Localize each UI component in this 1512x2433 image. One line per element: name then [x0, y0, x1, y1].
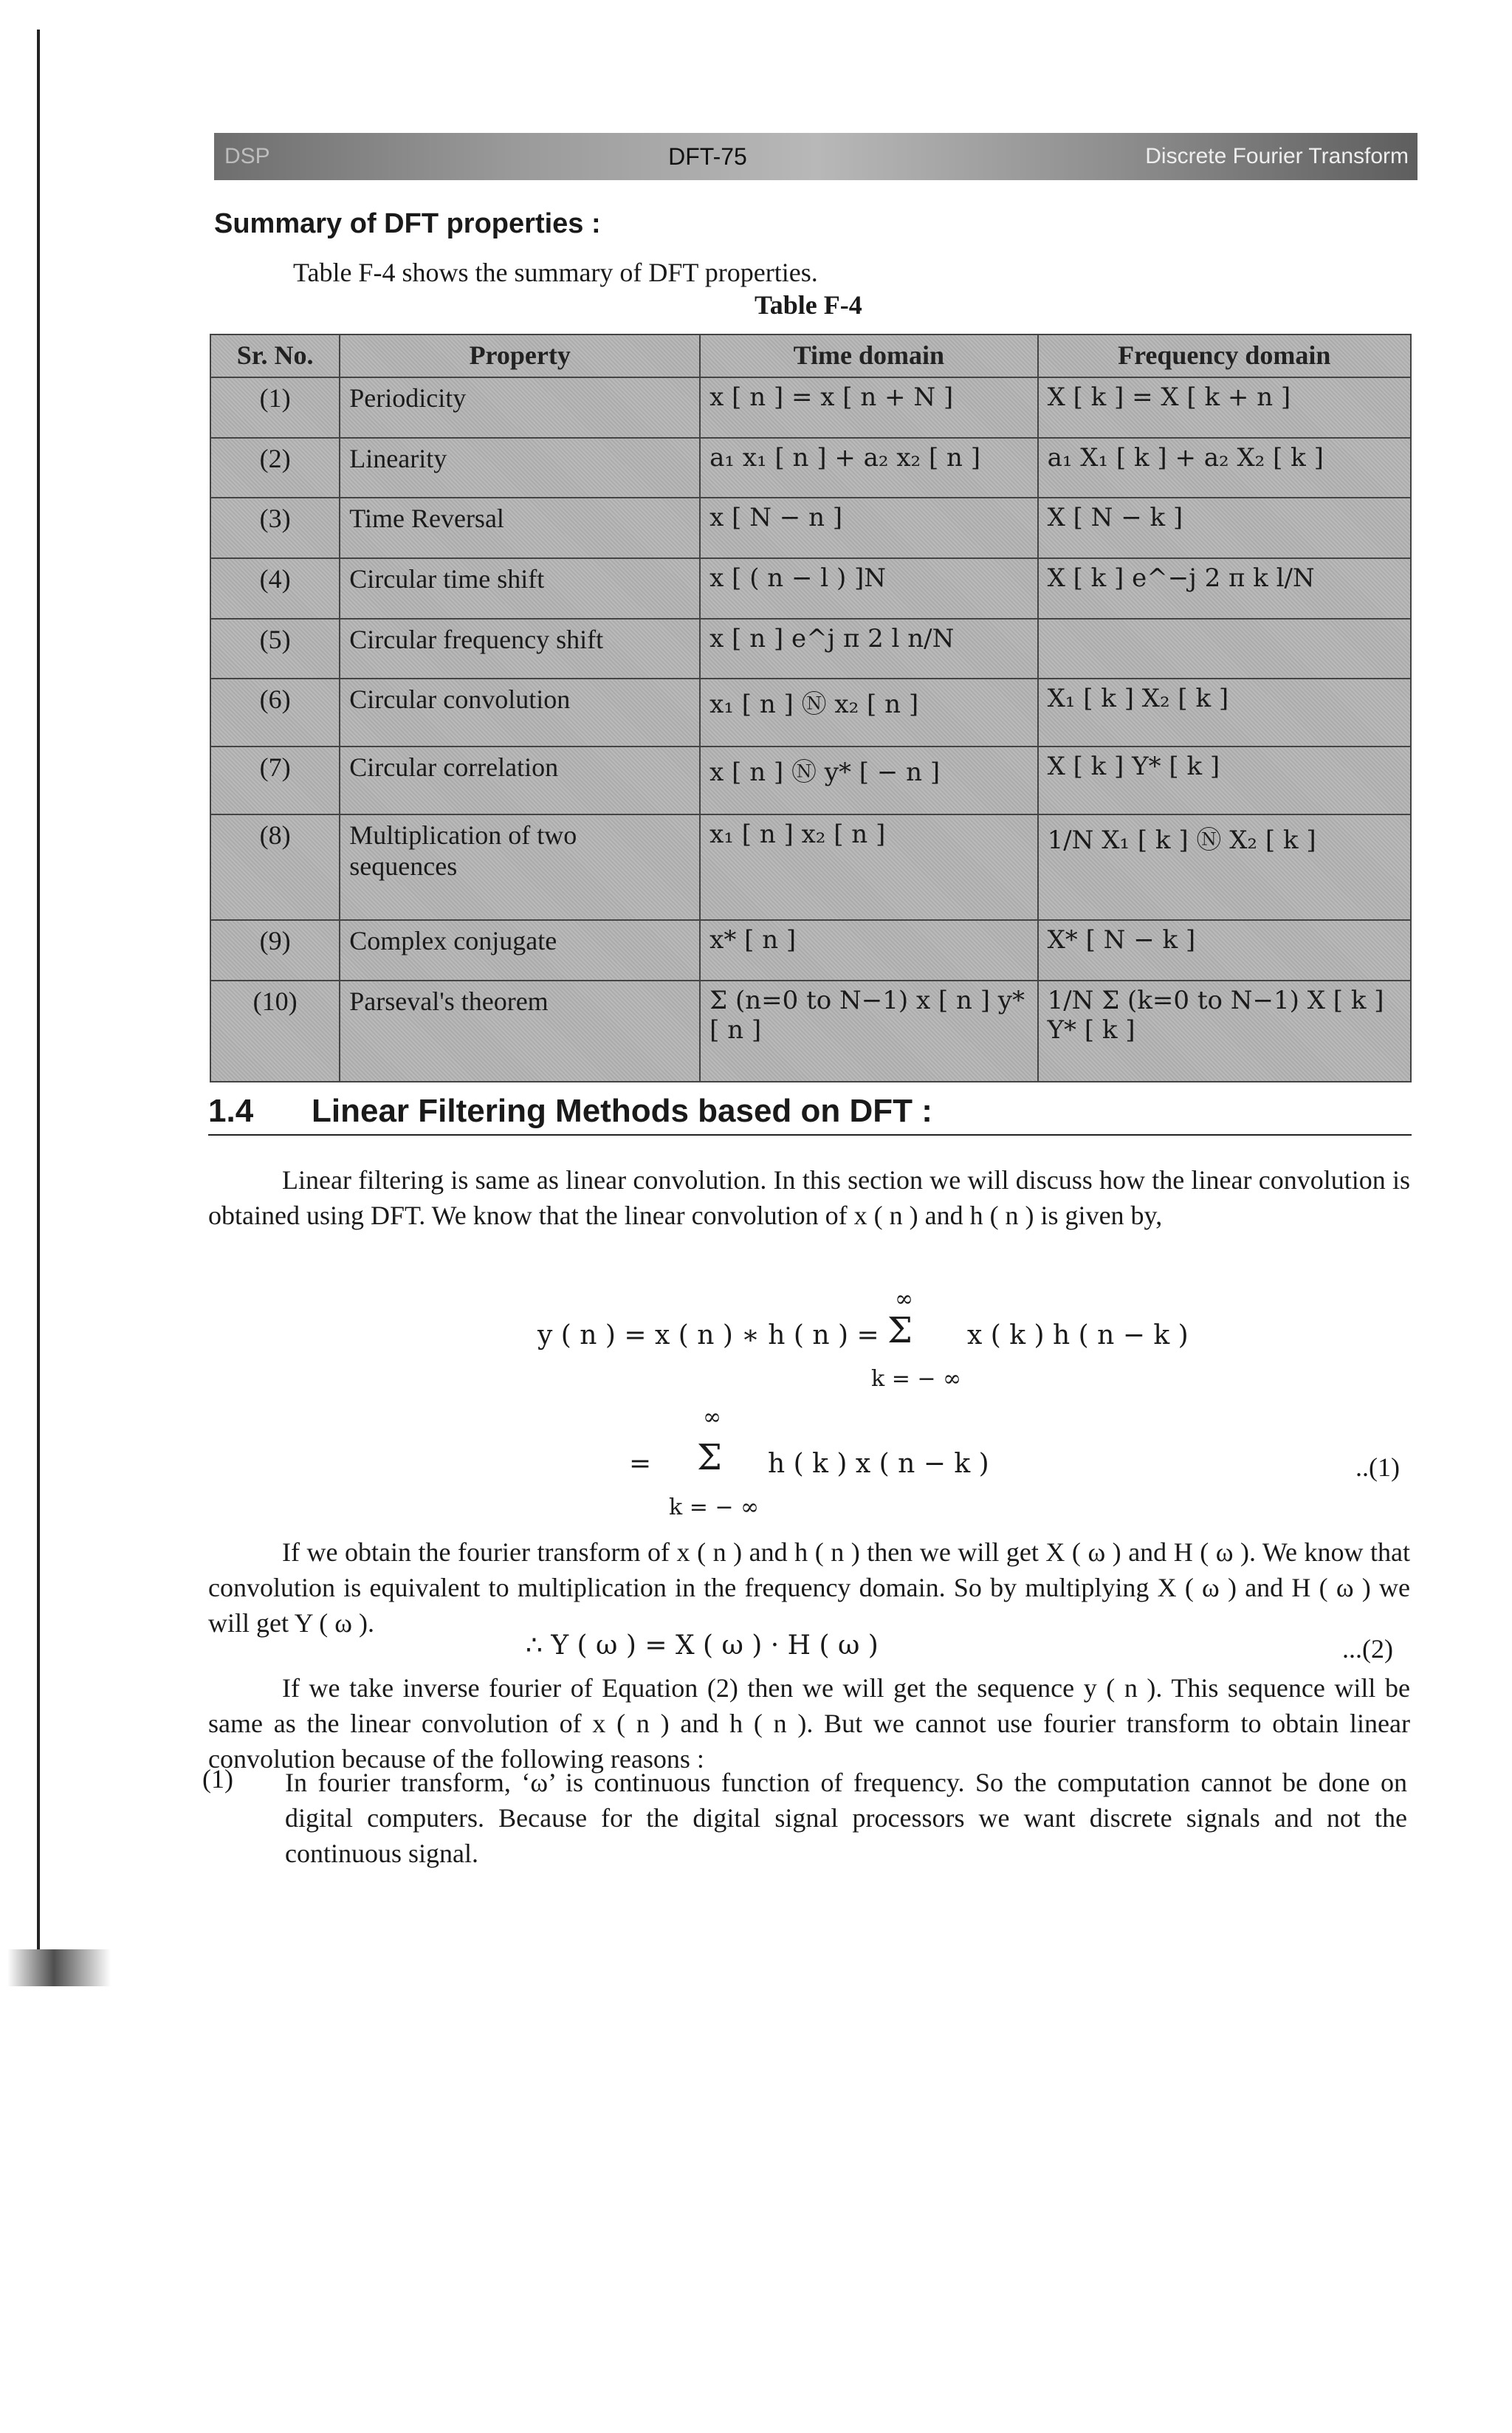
reason-text: In fourier transform, ‘ω’ is continuous function of frequency. So the computation cannot be done on digital computers. Because for the digital signal processors we want discrete signals and not the continuous signal. — [285, 1768, 1407, 1868]
row-property: Circular time shift — [340, 558, 700, 619]
row-frequency-domain: X [ k ] Y* [ k ] — [1038, 747, 1411, 814]
equation-number-1: ..(1) — [1355, 1452, 1400, 1482]
table-row — [210, 679, 1411, 747]
row-frequency-domain — [1038, 619, 1411, 679]
eq2-sum-lower-limit: k = − ∞ — [669, 1495, 760, 1520]
reason-number: (1) — [202, 1764, 233, 1794]
row-time-domain: Σ (n=0 to N−1) x [ n ] y* [ n ] — [700, 981, 1037, 1082]
eq1-sum-lower-limit: k = − ∞ — [871, 1366, 962, 1392]
page-number: DFT-75 — [668, 143, 747, 170]
dft-properties-table — [210, 334, 1412, 1082]
table-row — [210, 814, 1411, 920]
page-header-bar — [214, 133, 1418, 180]
row-time-domain: x [ N − n ] — [700, 498, 1037, 558]
section-number: 1.4 — [208, 1093, 254, 1129]
table-row — [210, 377, 1411, 438]
eq2-sum-upper-limit: ∞ — [703, 1404, 721, 1430]
eq1-left-side: y ( n ) = x ( n ) ∗ h ( n ) = — [537, 1320, 879, 1351]
row-frequency-domain: 1/N Σ (k=0 to N−1) X [ k ] Y* [ k ] — [1038, 981, 1411, 1082]
binding-edge-smudge — [7, 1949, 111, 1986]
table-row — [210, 619, 1411, 679]
binding-edge-line — [37, 30, 40, 1949]
eq1-right-side: x ( k ) h ( n − k ) — [967, 1320, 1189, 1351]
row-number: (9) — [210, 920, 340, 981]
row-number: (3) — [210, 498, 340, 558]
table-caption: Table F-4 — [755, 290, 862, 320]
row-property: Time Reversal — [340, 498, 700, 558]
eq1-summation-symbol: Σ — [887, 1310, 913, 1351]
row-frequency-domain: a₁ X₁ [ k ] + a₂ X₂ [ k ] — [1038, 438, 1411, 498]
section-title: Linear Filtering Methods based on DFT : — [312, 1093, 932, 1129]
paragraph-inverse-fourier: If we take inverse fourier of Equation (2) then we will get the sequence y ( n ). This sequence will be same as the linear convolution of x ( n ) and h ( n ). But we cannot use fourier transform to obtain linear convolution because of the following reasons : — [208, 1673, 1410, 1774]
row-property: Circular frequency shift — [340, 619, 700, 679]
row-property: Complex conjugate — [340, 920, 700, 981]
eq2-summation-symbol: Σ — [697, 1437, 722, 1478]
row-number: (4) — [210, 558, 340, 619]
paragraph-linear-filtering: Linear filtering is same as linear convolution. In this section we will discuss how the linear convolution is obtained using DFT. We know that the linear convolution of x ( n ) and h ( n ) is given by, — [208, 1165, 1410, 1230]
table-row — [210, 498, 1411, 558]
table-row — [210, 747, 1411, 814]
row-frequency-domain: 1/N X₁ [ k ] Ⓝ X₂ [ k ] — [1038, 814, 1411, 920]
row-number: (6) — [210, 679, 340, 747]
paragraph-fourier-transform: If we obtain the fourier transform of x ( n ) and h ( n ) then we will get X ( ω ) and H ( ω ). We know that convolution is equivalent to multiplication in the frequency domain. So by multiplying X ( ω ) and H ( ω ) we will get Y ( ω ). — [208, 1537, 1410, 1638]
row-property: Circular correlation — [340, 747, 700, 814]
row-number: (2) — [210, 438, 340, 498]
table-row — [210, 920, 1411, 981]
table-row — [210, 438, 1411, 498]
row-property: Parseval's theorem — [340, 981, 700, 1082]
row-property: Linearity — [340, 438, 700, 498]
row-frequency-domain: X₁ [ k ] X₂ [ k ] — [1038, 679, 1411, 747]
row-number: (8) — [210, 814, 340, 920]
row-frequency-domain: X [ k ] e^−j 2 π k l/N — [1038, 558, 1411, 619]
row-time-domain: x [ n ] e^j π 2 l n/N — [700, 619, 1037, 679]
row-number: (7) — [210, 747, 340, 814]
eq2-equals: = — [629, 1449, 652, 1479]
eq2-right-side: h ( k ) x ( n − k ) — [768, 1449, 989, 1479]
row-time-domain: a₁ x₁ [ n ] + a₂ x₂ [ n ] — [700, 438, 1037, 498]
row-time-domain: x [ n ] Ⓝ y* [ − n ] — [700, 747, 1037, 814]
equation-number-2: ...(2) — [1342, 1634, 1393, 1664]
summary-heading: Summary of DFT properties : — [214, 208, 601, 239]
row-property: Periodicity — [340, 377, 700, 438]
table-header-row — [210, 334, 1411, 377]
header-frequency-domain: Frequency domain — [1038, 334, 1411, 377]
header-sr-no: Sr. No. — [210, 334, 340, 377]
row-frequency-domain: X [ k ] = X [ k + n ] — [1038, 377, 1411, 438]
eq3-expression: ∴ Y ( ω ) = X ( ω ) · H ( ω ) — [526, 1630, 879, 1661]
header-chapter-title: Discrete Fourier Transform — [1145, 144, 1409, 168]
header-property: Property — [340, 334, 700, 377]
table-row — [210, 558, 1411, 619]
row-property: Multiplication of two sequences — [340, 814, 700, 920]
header-time-domain: Time domain — [700, 334, 1037, 377]
header-left-text: DSP — [224, 144, 270, 168]
table-row — [210, 981, 1411, 1082]
row-time-domain: x₁ [ n ] Ⓝ x₂ [ n ] — [700, 679, 1037, 747]
summary-intro: Table F-4 shows the summary of DFT properties. — [293, 258, 818, 287]
row-number: (5) — [210, 619, 340, 679]
row-time-domain: x₁ [ n ] x₂ [ n ] — [700, 814, 1037, 920]
row-property: Circular convolution — [340, 679, 700, 747]
row-frequency-domain: X* [ N − k ] — [1038, 920, 1411, 981]
section-heading — [208, 1093, 1412, 1136]
row-frequency-domain: X [ N − k ] — [1038, 498, 1411, 558]
row-number: (1) — [210, 377, 340, 438]
row-time-domain: x [ ( n − l ) ]N — [700, 558, 1037, 619]
row-number: (10) — [210, 981, 340, 1082]
eq1-sum-upper-limit: ∞ — [895, 1286, 913, 1312]
row-time-domain: x [ n ] = x [ n + N ] — [700, 377, 1037, 438]
row-time-domain: x* [ n ] — [700, 920, 1037, 981]
